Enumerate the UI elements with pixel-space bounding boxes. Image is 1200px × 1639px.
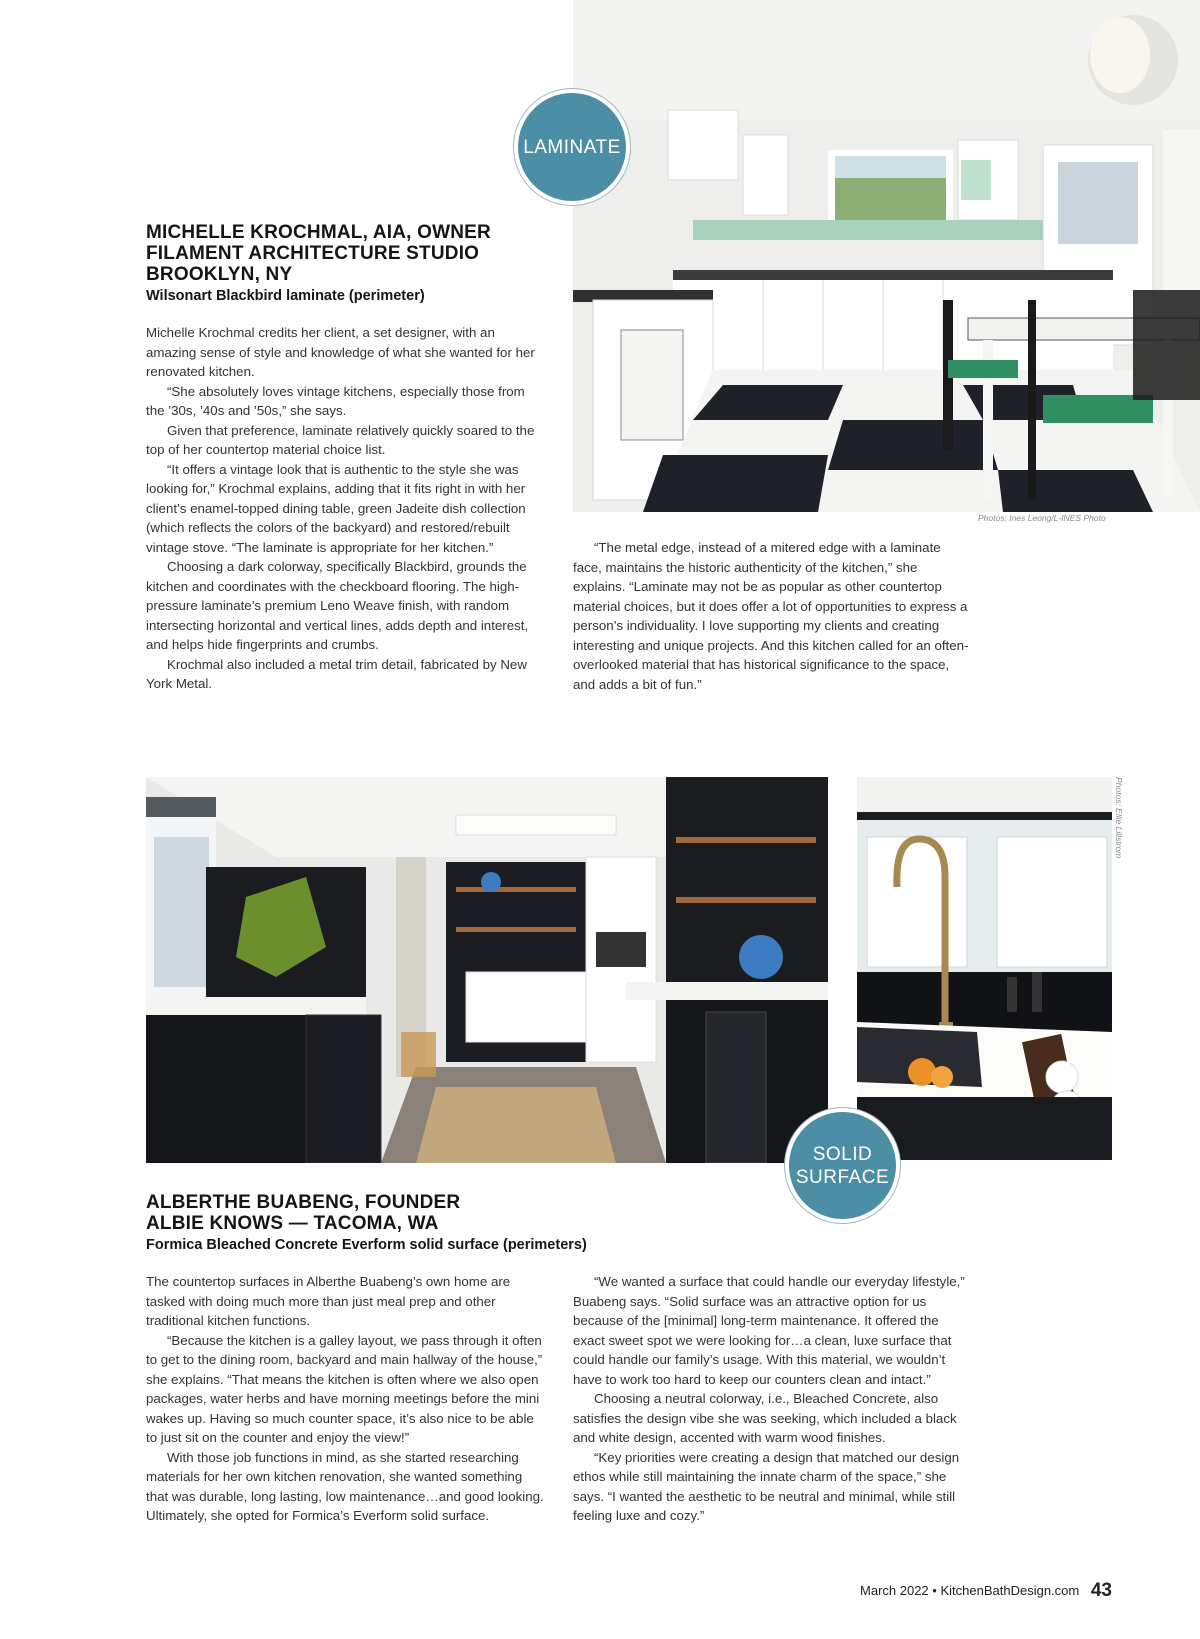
laminate-badge-label: LAMINATE — [523, 136, 621, 158]
top-right-column — [573, 538, 973, 694]
solid-surface-badge — [789, 1112, 896, 1219]
top-left-column — [146, 323, 546, 694]
name-line: ALBERTHE BUABENG, FOUNDER — [146, 1192, 461, 1213]
paragraph: “Key priorities were creating a design that matched our design ethos while still maintaining the innate charm of the space,” she says. “I wanted the aesthetic to be neutral and minimal, while still feeling luxe and cozy.” — [573, 1449, 960, 1523]
page-number: 43 — [1090, 1580, 1112, 1601]
paragraph: Krochmal also included a metal trim detail, fabricated by New York Metal. — [146, 656, 527, 691]
top-designer-name — [146, 222, 491, 285]
page-footer — [860, 1580, 1112, 1602]
paragraph: “We wanted a surface that could handle our everyday lifestyle,” Buabeng says. “Solid surface was an attractive option for us because of the [minimal] long-term maintenance. It offered the exact sweet spot we were looking for…a clean, luxe surface that could handle our family’s usage. With this material, we wouldn’t have to work too hard to keep our counters clean and intact.” — [573, 1274, 965, 1387]
name-line: BROOKLYN, NY — [146, 264, 293, 285]
bottom-right-column — [573, 1272, 973, 1526]
site-link[interactable]: KitchenBathDesign.com — [940, 1583, 1080, 1598]
paragraph: “Because the kitchen is a galley layout, we pass through it often to get to the dining room, backyard and main hallway of the house,” she explains. “That means the kitchen is often where we also open packages, water herbs and have morning meetings before the mini wakes up. Having so much counter space, it’s also nice to be able to just sit on the counter and enjoy the view!” — [146, 1332, 543, 1445]
paragraph: “The metal edge, instead of a mitered edge with a laminate face, maintains the historic authenticity of the kitchen,” she explains. “Laminate may not be as popular as other countertop material choices, but it does offer a lot of opportunities to express a person’s individuality. I love supporting my clients and creating interesting and unique projects. And this kitchen called for an often-overlooked material that has historical significance to the space, and adds a bit of fun.” — [573, 540, 969, 692]
paragraph: Given that preference, laminate relatively quickly soared to the top of her countertop material choice list. — [146, 422, 535, 457]
top-photo-credit: Photos: Ines Leong/L-INES Photo — [978, 513, 1106, 523]
name-line: FILAMENT ARCHITECTURE STUDIO — [146, 243, 480, 264]
paragraph: Choosing a neutral colorway, i.e., Bleached Concrete, also satisfies the design vibe she was seeking, which included a black and white design, accented with warm wood finishes. — [573, 1391, 957, 1445]
laminate-badge — [518, 93, 626, 201]
paragraph: Michelle Krochmal credits her client, a set designer, with an amazing sense of style and knowledge of what she wanted for her renovated kitchen. — [146, 325, 535, 379]
galley-kitchen-photo — [146, 777, 828, 1163]
bottom-designer-name — [146, 1192, 460, 1234]
paragraph: With those job functions in mind, as she started researching materials for her own kitchen renovation, she wanted something that was durable, long lasting, low maintenance…and good looking. Ultimately, she opted for Formica’s Everform solid surface. — [146, 1449, 544, 1523]
issue-date: March 2022 — [860, 1583, 929, 1598]
bottom-photo-credit: Photos: Ellie Lillstrom — [1114, 777, 1124, 859]
paragraph: “She absolutely loves vintage kitchens, especially those from the ’30s, ’40s and ’50s,” she says. — [146, 383, 525, 418]
bottom-material: Formica Bleached Concrete Everform solid surface (perimeters) — [146, 1237, 587, 1253]
name-line: MICHELLE KROCHMAL, AIA, OWNER — [146, 222, 491, 243]
solid-surface-badge-line: SURFACE — [795, 1166, 890, 1188]
top-material: Wilsonart Blackbird laminate (perimeter) — [146, 288, 425, 304]
paragraph: Choosing a dark colorway, specifically Blackbird, grounds the kitchen and coordinates with the checkboard flooring. The high-pressure laminate’s premium Leno Weave finish, with random intersecting horizontal and vertical lines, adds depth and interest, and helps hide fingerprints and crumbs. — [146, 559, 529, 652]
bottom-left-column — [146, 1272, 546, 1526]
solid-surface-badge-line: SOLID — [812, 1143, 873, 1165]
footer-separator: • — [932, 1583, 937, 1598]
name-line: ALBIE KNOWS — TACOMA, WA — [146, 1213, 439, 1234]
paragraph: The countertop surfaces in Alberthe Buabeng’s own home are tasked with doing much more than just meal prep and other traditional kitchen functions. — [146, 1274, 511, 1328]
paragraph: “It offers a vintage look that is authentic to the style she was looking for,” Krochmal explains, adding that it fits right in with her client’s enamel-topped dining table, green Jadeite dish collection (which reflects the colors of the backyard) and restored/rebuilt vintage stove. “The laminate is appropriate for her kitchen.” — [146, 461, 526, 555]
vintage-kitchen-photo — [573, 0, 1200, 512]
sink-detail-photo — [857, 777, 1112, 1160]
